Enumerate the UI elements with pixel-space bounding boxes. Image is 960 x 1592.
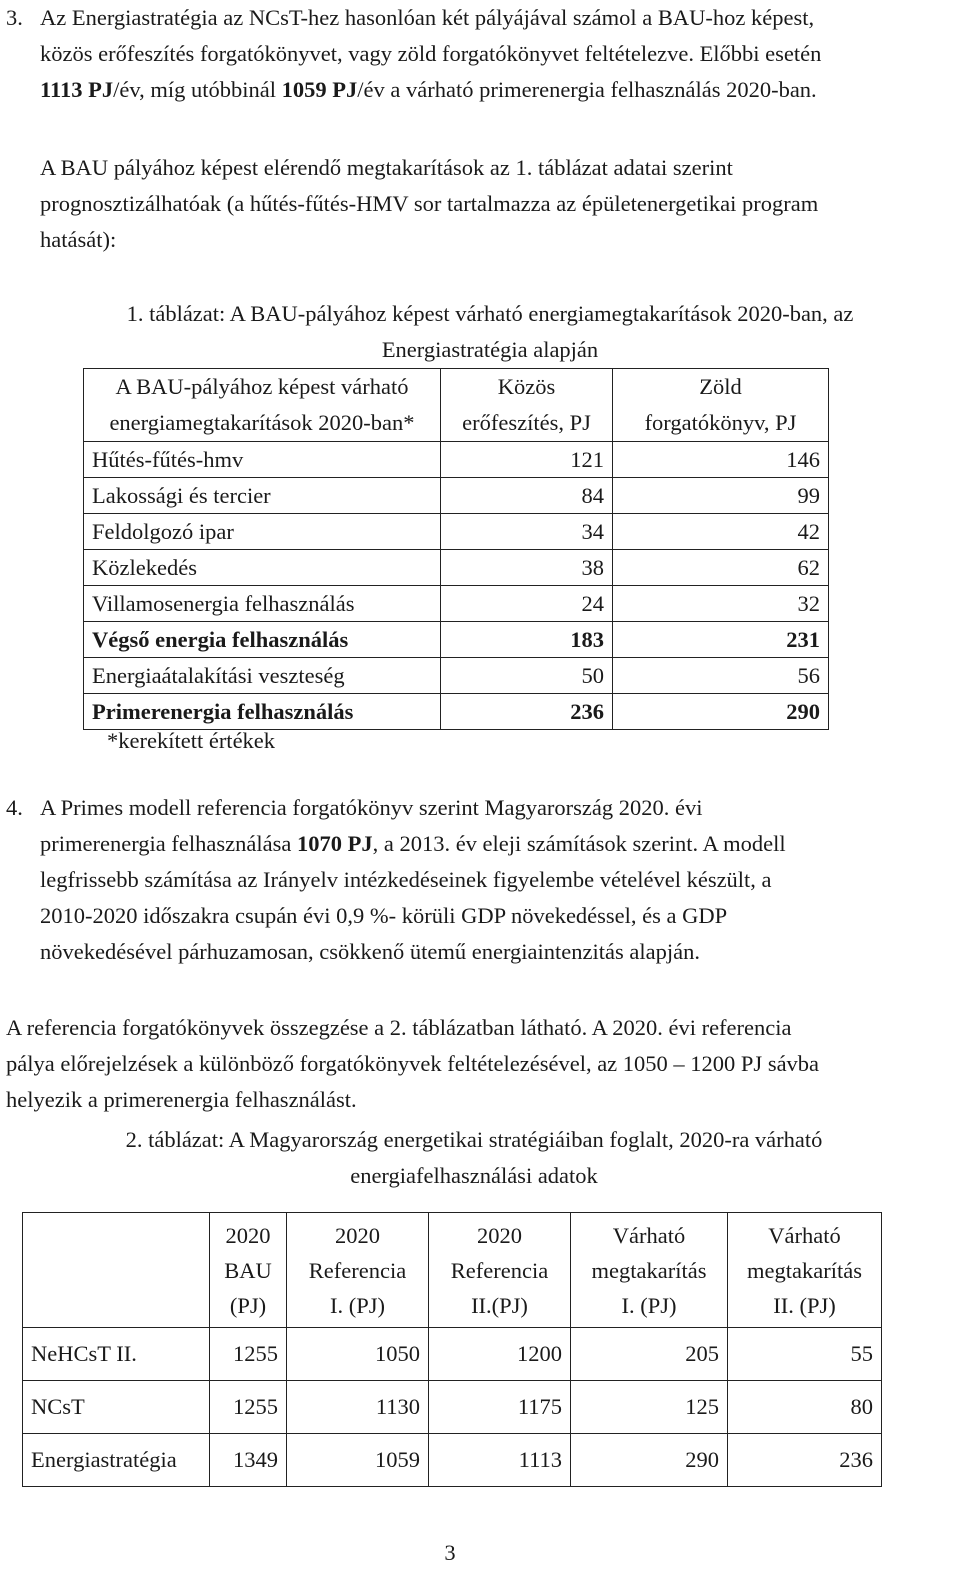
table-row	[84, 658, 829, 694]
table2-caption	[0, 1122, 948, 1194]
row-label: NCsT	[23, 1381, 210, 1434]
paragraph-number: 4.	[6, 795, 23, 820]
table-row	[84, 550, 829, 586]
page-number: 3	[444, 1540, 456, 1565]
row-label: Energiaátalakítási veszteség	[84, 658, 441, 694]
cell-value: 32	[613, 586, 829, 622]
cell-value: 34	[441, 514, 613, 550]
cell-value: 56	[613, 658, 829, 694]
cell-value: 236	[728, 1434, 882, 1487]
paragraph-4	[6, 790, 942, 970]
row-label: Primerenergia felhasználás	[84, 694, 441, 730]
paragraph-line: A BAU pályához képest elérendő megtakarítások az 1. táblázat adatai szerint	[40, 155, 733, 180]
cell-value: 121	[441, 442, 613, 478]
row-label: Hűtés-fűtés-hmv	[84, 442, 441, 478]
paragraph-line: Az Energiastratégia az NCsT-hez hasonlóan két pályájával számol a BAU-hoz képest,	[40, 5, 815, 30]
cell-value: 62	[613, 550, 829, 586]
cell-value: 1200	[429, 1328, 571, 1381]
paragraph-line: közös erőfeszítés forgatókönyvet, vagy zöld forgatókönyvet feltételezve. Előbbi esetén	[40, 41, 822, 66]
cell-value: 183	[441, 622, 613, 658]
cell-value: 50	[441, 658, 613, 694]
cell-value: 1130	[287, 1381, 429, 1434]
header-text: 2020	[477, 1222, 522, 1248]
row-label: NeHCsT II.	[23, 1328, 210, 1381]
cell-value: 1255	[210, 1328, 287, 1381]
caption-line: 1. táblázat: A BAU-pályához képest várható energiamegtakarítások 2020-ban, az	[126, 301, 854, 326]
paragraph-line: A referencia forgatókönyvek összegzése a 2. táblázatban látható. A 2020. évi referencia	[6, 1015, 792, 1040]
header-text: I. (PJ)	[330, 1292, 385, 1318]
header-cell	[429, 1213, 571, 1328]
cell-value: 146	[613, 442, 829, 478]
row-label: Energiastratégia	[23, 1434, 210, 1487]
paragraph-line: 2010-2020 időszakra csupán évi 0,9 %- körüli GDP növekedéssel, és a GDP	[40, 903, 728, 928]
cell-value: 1255	[210, 1381, 287, 1434]
header-cell-empty	[23, 1213, 210, 1328]
cell-value: 1175	[429, 1381, 571, 1434]
cell-value: 125	[571, 1381, 728, 1434]
paragraph-3b	[6, 150, 942, 258]
savings-table	[83, 368, 829, 730]
bold-value: 1059 PJ	[281, 77, 358, 102]
cell-value: 290	[571, 1434, 728, 1487]
header-cell	[84, 369, 441, 442]
table-row	[23, 1381, 882, 1434]
cell-value: 1113	[429, 1434, 571, 1487]
cell-value: 42	[613, 514, 829, 550]
caption-line: energiafelhasználási adatok	[350, 1163, 598, 1188]
header-cell	[613, 369, 829, 442]
header-cell	[210, 1213, 287, 1328]
cell-value: 99	[613, 478, 829, 514]
header-cell	[441, 369, 613, 442]
cell-value: 55	[728, 1328, 882, 1381]
energy-use-table	[22, 1212, 882, 1487]
header-text: Zöld	[699, 374, 742, 399]
caption-line: 2. táblázat: A Magyarország energetikai stratégiáiban foglalt, 2020-ra várható	[125, 1127, 823, 1152]
header-text: Várható	[612, 1222, 686, 1248]
cell-value: 24	[441, 586, 613, 622]
table-header-row	[23, 1213, 882, 1328]
header-text: forgatókönyv, PJ	[644, 410, 797, 435]
paragraph-line: hatását):	[40, 227, 117, 252]
paragraph-line: A Primes modell referencia forgatókönyv szerint Magyarország 2020. évi	[40, 795, 703, 820]
header-text: (PJ)	[229, 1292, 267, 1318]
header-text: I. (PJ)	[621, 1292, 677, 1318]
table1-footnote: *kerekített értékek	[107, 728, 276, 753]
paragraph-line: pálya előrejelzések a különböző forgatókönyvek feltételezésével, az 1050 – 1200 PJ sávba	[6, 1051, 820, 1076]
cell-value: 84	[441, 478, 613, 514]
cell-value: 290	[613, 694, 829, 730]
table-row	[84, 586, 829, 622]
paragraph-number: 3.	[6, 5, 23, 30]
caption-line: Energiastratégia alapján	[381, 337, 599, 362]
table-row	[84, 514, 829, 550]
paragraph-line: helyezik a primerenergia felhasználást.	[6, 1087, 357, 1112]
bold-value: 1113 PJ	[40, 77, 114, 102]
header-text: erőfeszítés, PJ	[462, 410, 591, 435]
paragraph-text: primerenergia felhasználása	[40, 831, 297, 856]
paragraph-5	[6, 1010, 942, 1118]
paragraph-text: /év, míg utóbbinál	[113, 77, 282, 102]
row-label: Végső energia felhasználás	[84, 622, 441, 658]
table-row	[23, 1328, 882, 1381]
row-label: Villamosenergia felhasználás	[84, 586, 441, 622]
header-text: Várható	[768, 1222, 841, 1248]
header-text: Referencia	[308, 1257, 407, 1283]
table-row	[84, 478, 829, 514]
paragraph-3	[6, 0, 942, 108]
row-label: Lakossági és tercier	[84, 478, 441, 514]
table-header-row	[84, 369, 829, 442]
paragraph-line: prognosztizálhatóak (a hűtés-fűtés-HMV sor tartalmazza az épületenergetikai program	[40, 191, 819, 216]
header-cell	[571, 1213, 728, 1328]
cell-value: 205	[571, 1328, 728, 1381]
row-label: Feldolgozó ipar	[84, 514, 441, 550]
table-row	[84, 442, 829, 478]
header-text: BAU	[224, 1257, 272, 1283]
paragraph-line: növekedésével párhuzamosan, csökkenő ütemű energiaintenzitás alapján.	[40, 939, 700, 964]
header-text: megtakarítás	[747, 1257, 862, 1283]
row-label: Közlekedés	[84, 550, 441, 586]
table1-caption	[40, 296, 940, 368]
header-cell	[728, 1213, 882, 1328]
header-text: II. (PJ)	[773, 1292, 836, 1318]
header-text: 2020	[225, 1222, 271, 1248]
paragraph-text: /év a várható primerenergia felhasználás 2020-ban.	[357, 77, 817, 102]
table-row	[84, 622, 829, 658]
cell-value: 80	[728, 1381, 882, 1434]
header-cell	[287, 1213, 429, 1328]
paragraph-text: , a 2013. év eleji számítások szerint. A modell	[372, 831, 786, 856]
header-text: A BAU-pályához képest várható	[115, 374, 409, 399]
header-text: energiamegtakarítások 2020-ban*	[109, 410, 415, 435]
bold-value: 1070 PJ	[296, 831, 373, 856]
header-text: Közös	[497, 374, 556, 399]
header-text: 2020	[335, 1222, 380, 1248]
header-text: Referencia	[450, 1257, 549, 1283]
table-row	[23, 1434, 882, 1487]
cell-value: 1059	[287, 1434, 429, 1487]
header-text: megtakarítás	[591, 1257, 707, 1283]
cell-value: 236	[441, 694, 613, 730]
cell-value: 38	[441, 550, 613, 586]
cell-value: 1050	[287, 1328, 429, 1381]
header-text: II.(PJ)	[471, 1292, 528, 1318]
cell-value: 231	[613, 622, 829, 658]
cell-value: 1349	[210, 1434, 287, 1487]
paragraph-line: legfrissebb számítása az Irányelv intézkedéseinek figyelembe vételével készült, a	[40, 867, 772, 892]
